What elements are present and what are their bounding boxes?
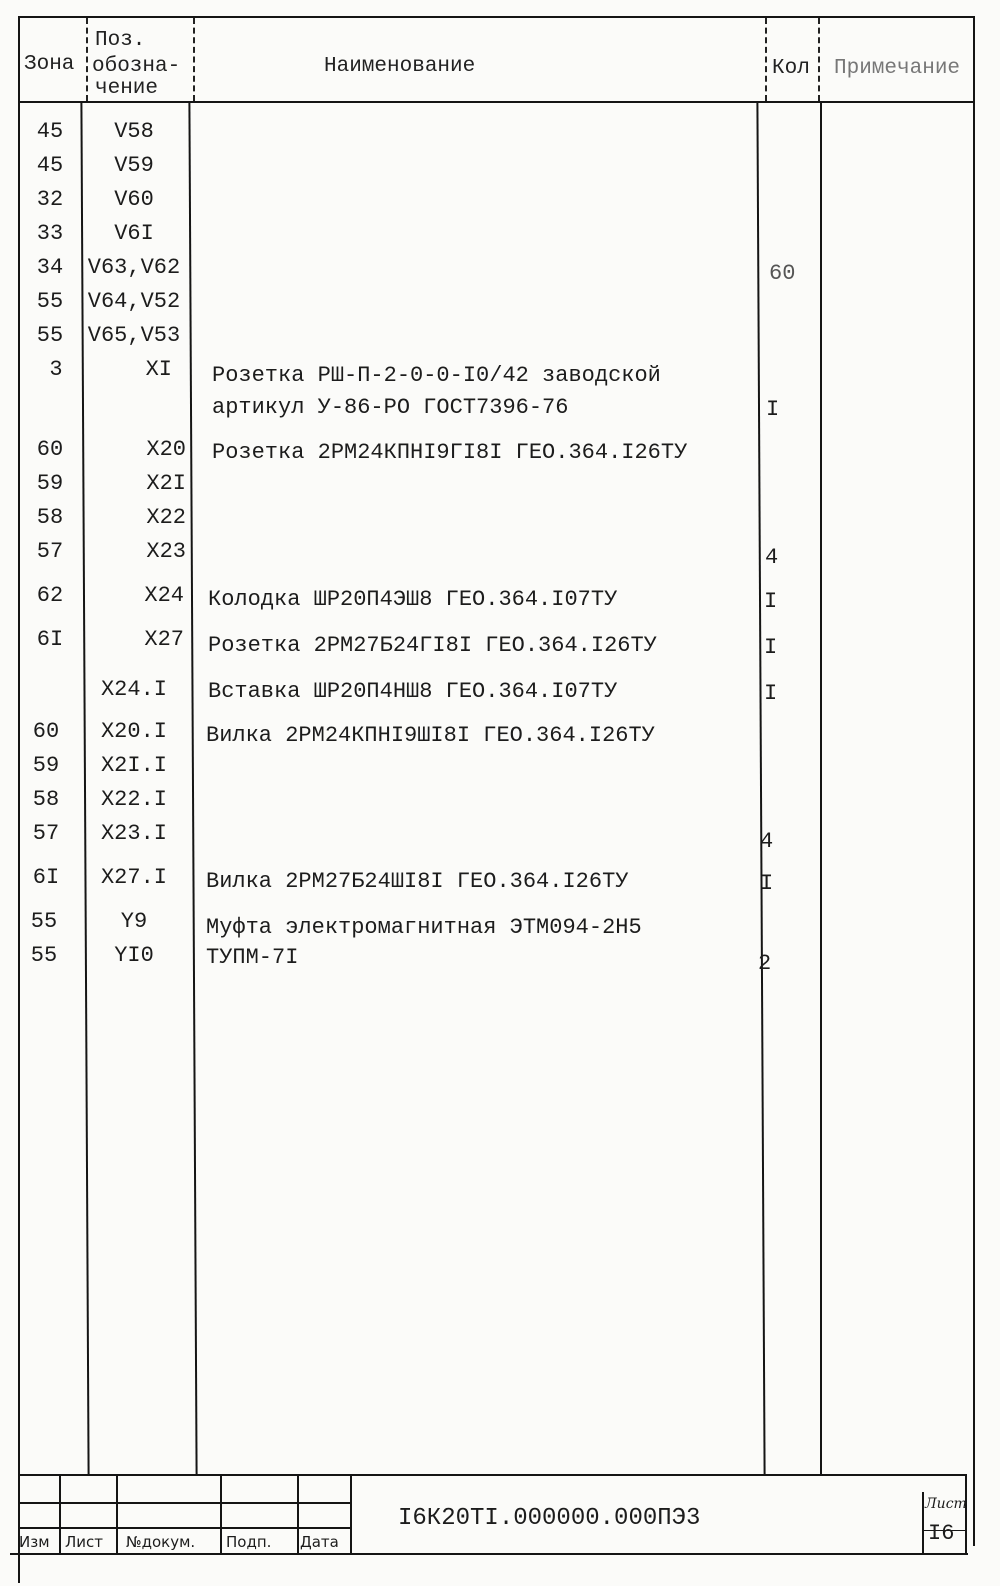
row-qty: 4 bbox=[765, 545, 779, 570]
row-name: артикул У-86-РО ГОСТ7396-76 bbox=[212, 395, 569, 420]
sheet-label: Лист bbox=[925, 1496, 967, 1512]
row-name: Колодка ШР20П4ЭШ8 ГЕО.364.I07ТУ bbox=[208, 587, 618, 612]
row-pos: V59 bbox=[114, 153, 154, 178]
column-line-qty bbox=[756, 101, 765, 1476]
header-zone: Зона bbox=[24, 53, 75, 76]
row-name: Розетка 2РМ24КПНI9ГI8I ГЕО.364.I26ТУ bbox=[212, 440, 688, 465]
row-pos: X20 bbox=[146, 437, 186, 462]
row-pos: X2I.I bbox=[100, 753, 167, 778]
row-zone: 60 bbox=[36, 437, 64, 462]
header-divider-note bbox=[818, 18, 820, 101]
document-code: I6К20ТI.000000.000ПЭ3 bbox=[398, 1505, 701, 1532]
row-pos: V58 bbox=[114, 119, 154, 144]
frame-top-border bbox=[20, 16, 975, 18]
header-divider-qty bbox=[765, 18, 767, 101]
header-pos-line1: Поз. bbox=[95, 29, 146, 52]
row-name: Вставка ШР20П4НШ8 ГЕО.364.I07ТУ bbox=[208, 679, 618, 704]
row-qty: I bbox=[766, 397, 780, 422]
label-list: Лист bbox=[65, 1533, 104, 1551]
row-pos: V63,V62 bbox=[87, 255, 181, 280]
row-name: ТУПМ-7I bbox=[206, 945, 299, 970]
row-zone: 62 bbox=[36, 583, 64, 608]
title-block-top-border bbox=[20, 1474, 965, 1476]
row-zone: 3 bbox=[49, 357, 63, 382]
sheet-number: I6 bbox=[928, 1521, 955, 1546]
row-zone: 45 bbox=[36, 119, 64, 144]
row-zone: 32 bbox=[36, 187, 64, 212]
row-pos: YI0 bbox=[114, 943, 154, 968]
label-signature: Подп. bbox=[226, 1533, 272, 1551]
row-qty: I bbox=[760, 871, 774, 896]
row-zone: 59 bbox=[36, 471, 64, 496]
row-qty: I bbox=[764, 589, 778, 614]
row-pos: Y9 bbox=[120, 909, 148, 934]
row-pos: X23.I bbox=[100, 821, 167, 846]
title-block-sheet-col bbox=[922, 1492, 924, 1554]
row-zone: 58 bbox=[32, 787, 60, 812]
row-zone: 55 bbox=[36, 323, 64, 348]
row-zone: 57 bbox=[32, 821, 60, 846]
label-doc-number: №докум. bbox=[126, 1533, 196, 1551]
row-zone: 58 bbox=[36, 505, 64, 530]
header-note: Примечание bbox=[834, 57, 961, 80]
row-zone: 33 bbox=[36, 221, 64, 246]
row-zone: 55 bbox=[30, 909, 58, 934]
row-zone: 45 bbox=[36, 153, 64, 178]
row-pos: X24.I bbox=[100, 677, 167, 702]
frame-right-border bbox=[973, 16, 975, 1546]
title-block-row-divider-2 bbox=[20, 1527, 350, 1529]
header-pos-line3: чение bbox=[95, 77, 159, 100]
row-zone: 60 bbox=[32, 719, 60, 744]
row-pos: V6I bbox=[114, 221, 154, 246]
row-zone: 59 bbox=[32, 753, 60, 778]
title-block-bottom-border bbox=[10, 1553, 968, 1555]
title-block-right-border bbox=[965, 1474, 967, 1554]
title-block-col-4 bbox=[297, 1474, 299, 1554]
row-pos: X22 bbox=[146, 505, 186, 530]
row-pos: XI bbox=[145, 357, 172, 382]
title-block-col-2 bbox=[116, 1474, 118, 1554]
row-name: Вилка 2РМ24КПНI9ШI8I ГЕО.364.I26ТУ bbox=[206, 723, 655, 748]
row-pos: X2I bbox=[146, 471, 186, 496]
header-qty: Кол bbox=[772, 57, 810, 80]
column-line-pos bbox=[188, 101, 197, 1476]
row-zone: 57 bbox=[36, 539, 64, 564]
row-pos: X23 bbox=[146, 539, 186, 564]
row-pos: X27.I bbox=[100, 865, 167, 890]
header-divider-zone bbox=[86, 18, 88, 101]
row-pos: V65,V53 bbox=[87, 323, 181, 348]
title-block-col-5 bbox=[350, 1474, 352, 1554]
row-zone: 6I bbox=[36, 627, 64, 652]
title-block-row-divider-1 bbox=[20, 1502, 350, 1504]
header-bottom-border bbox=[20, 101, 975, 103]
row-qty: I bbox=[764, 635, 778, 660]
row-name: Вилка 2РМ27Б24ШI8I ГЕО.364.I26ТУ bbox=[206, 869, 629, 894]
row-qty: 60 bbox=[769, 261, 796, 286]
row-pos: X22.I bbox=[100, 787, 167, 812]
row-name: Муфта электромагнитная ЭТМ094-2Н5 bbox=[206, 915, 642, 940]
row-pos: V64,V52 bbox=[87, 289, 181, 314]
row-zone: 55 bbox=[30, 943, 58, 968]
row-qty: 2 bbox=[758, 951, 772, 976]
row-pos: V60 bbox=[114, 187, 154, 212]
row-name: Розетка РШ-П-2-0-0-I0/42 заводской bbox=[212, 363, 661, 388]
label-date: Дата bbox=[300, 1533, 339, 1551]
row-qty: 4 bbox=[760, 829, 774, 854]
row-pos: X27 bbox=[144, 627, 184, 652]
title-block-col-1 bbox=[59, 1474, 61, 1554]
header-name: Наименование bbox=[324, 55, 476, 78]
row-name: Розетка 2РМ27Б24ГI8I ГЕО.364.I26ТУ bbox=[208, 633, 657, 658]
label-izm: Изм bbox=[19, 1533, 50, 1551]
row-pos: X24 bbox=[144, 583, 184, 608]
row-pos: X20.I bbox=[100, 719, 167, 744]
row-zone: 6I bbox=[32, 865, 60, 890]
header-divider-pos bbox=[193, 18, 195, 101]
header-pos-line2: обозна- bbox=[92, 55, 181, 78]
row-zone: 34 bbox=[36, 255, 64, 280]
row-qty: I bbox=[764, 681, 778, 706]
column-line-note bbox=[820, 101, 822, 1476]
title-block-col-3 bbox=[220, 1474, 222, 1554]
row-zone: 55 bbox=[36, 289, 64, 314]
